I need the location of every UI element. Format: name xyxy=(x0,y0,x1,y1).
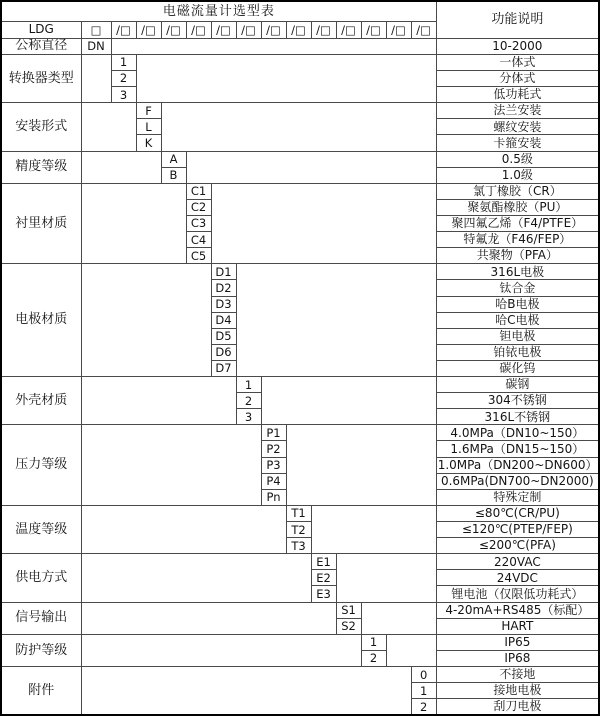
option-code: C4 xyxy=(186,232,211,248)
option-code: A xyxy=(161,151,186,167)
code-box-slot: /□ xyxy=(336,21,361,38)
option-code: D3 xyxy=(211,296,236,312)
option-code: Pn xyxy=(261,489,286,505)
option-code: DN xyxy=(81,38,111,54)
option-description: 304不锈钢 xyxy=(436,393,599,409)
option-code: 1 xyxy=(111,54,136,70)
option-code: 2 xyxy=(236,393,261,409)
option-code: P3 xyxy=(261,457,286,473)
category-installation-type: 安装形式 xyxy=(1,103,81,151)
code-box-slot: /□ xyxy=(411,21,436,38)
option-description: 锂电池（仅限低功耗式） xyxy=(436,586,599,602)
spacer-cell xyxy=(81,602,336,634)
category-lining-material: 衬里材质 xyxy=(1,183,81,264)
option-description: ≤80℃(CR/PU) xyxy=(436,505,599,521)
option-description: 低功耗式 xyxy=(436,87,599,103)
category-pressure-rating: 压力等级 xyxy=(1,425,81,506)
option-code: 3 xyxy=(236,409,261,425)
spacer-cell xyxy=(81,151,161,183)
option-code: D4 xyxy=(211,312,236,328)
option-description: 一体式 xyxy=(436,54,599,70)
spacer-cell xyxy=(81,183,186,264)
option-description: 氯丁橡胶（CR） xyxy=(436,183,599,199)
option-description: 钽电极 xyxy=(436,328,599,344)
category-housing-material: 外壳材质 xyxy=(1,377,81,425)
option-code: D1 xyxy=(211,264,236,280)
spacer-cell xyxy=(136,54,436,102)
option-code: E1 xyxy=(311,554,336,570)
option-description: 特殊定制 xyxy=(436,489,599,505)
option-code: 3 xyxy=(111,87,136,103)
option-description: 共聚物（PFA） xyxy=(436,248,599,264)
option-description: 聚氨酯橡胶（PU） xyxy=(436,199,599,215)
code-box-slot: /□ xyxy=(286,21,311,38)
spacer-cell xyxy=(161,103,436,151)
category-protection-rating: 防护等级 xyxy=(1,634,81,666)
option-code: K xyxy=(136,135,161,151)
code-box-slot: /□ xyxy=(261,21,286,38)
option-description: 碳钢 xyxy=(436,377,599,393)
option-code: D5 xyxy=(211,328,236,344)
option-code: P4 xyxy=(261,473,286,489)
option-code: C5 xyxy=(186,248,211,264)
code-box-slot: /□ xyxy=(311,21,336,38)
option-description: 哈B电极 xyxy=(436,296,599,312)
option-description: 不接地 xyxy=(436,667,599,683)
option-code: 1 xyxy=(236,377,261,393)
spacer-cell xyxy=(81,54,111,102)
option-description: 卡箍安装 xyxy=(436,135,599,151)
option-description: 聚四氟乙烯（F4/PTFE） xyxy=(436,215,599,231)
option-code: 2 xyxy=(361,650,386,666)
option-code: S1 xyxy=(336,602,361,618)
option-description: ≤120℃(PTEP/FEP) xyxy=(436,522,599,538)
code-box-slot: /□ xyxy=(361,21,386,38)
spacer-cell xyxy=(81,377,236,425)
option-description: 0.5级 xyxy=(436,151,599,167)
option-code: C2 xyxy=(186,199,211,215)
option-description: 哈C电极 xyxy=(436,312,599,328)
page-title: 电磁流量计选型表 xyxy=(1,1,436,21)
code-box-slot: /□ xyxy=(136,21,161,38)
option-code: 2 xyxy=(411,699,436,715)
option-description: 螺纹安装 xyxy=(436,119,599,135)
spacer-cell xyxy=(361,602,436,634)
spacer-cell xyxy=(81,264,211,377)
spacer-cell xyxy=(386,634,436,666)
category-electrode-material: 电极材质 xyxy=(1,264,81,377)
spacer-cell xyxy=(186,151,436,183)
category-accuracy-class: 精度等级 xyxy=(1,151,81,183)
code-box-slot: /□ xyxy=(161,21,186,38)
option-code: 1 xyxy=(361,634,386,650)
option-description: 特氟龙（F46/FEP） xyxy=(436,232,599,248)
function-column-header: 功能说明 xyxy=(436,1,599,38)
spacer-cell xyxy=(286,425,436,506)
option-description: 1.6MPa（DN15~150） xyxy=(436,441,599,457)
option-code: P2 xyxy=(261,441,286,457)
option-description: 1.0MPa（DN200~DN600） xyxy=(437,457,598,472)
code-box-slot: /□ xyxy=(386,21,411,38)
option-code: E2 xyxy=(311,570,336,586)
option-description: 接地电极 xyxy=(436,683,599,699)
option-description: IP65 xyxy=(436,634,599,650)
option-code: 2 xyxy=(111,70,136,86)
spacer-cell xyxy=(111,38,436,54)
option-description: 24VDC xyxy=(436,570,599,586)
code-box-first: □ xyxy=(81,21,111,38)
model-prefix: LDG xyxy=(1,21,81,38)
option-description: 0.6MPa(DN700~DN2000) xyxy=(436,473,599,489)
category-signal-output: 信号输出 xyxy=(1,602,81,634)
option-code: L xyxy=(136,119,161,135)
option-code: E3 xyxy=(311,586,336,602)
code-box-slot: /□ xyxy=(211,21,236,38)
spacer-cell xyxy=(81,425,261,506)
spacer-cell xyxy=(211,183,436,264)
category-accessories: 附件 xyxy=(1,667,81,715)
option-description: 10-2000 xyxy=(436,38,599,54)
option-description: 刮刀电极 xyxy=(436,699,599,715)
option-code: C3 xyxy=(186,215,211,231)
option-code: 0 xyxy=(411,667,436,683)
option-description: HART xyxy=(436,618,599,634)
option-code: D2 xyxy=(211,280,236,296)
option-description: IP68 xyxy=(436,650,599,666)
option-code: T1 xyxy=(286,505,311,521)
option-description: 316L电极 xyxy=(436,264,599,280)
spacer-cell xyxy=(81,103,136,151)
spacer-cell xyxy=(81,634,361,666)
option-code: T2 xyxy=(286,522,311,538)
option-code: D6 xyxy=(211,344,236,360)
category-power-supply: 供电方式 xyxy=(1,554,81,602)
option-description: 法兰安装 xyxy=(436,103,599,119)
category-temperature-rating: 温度等级 xyxy=(1,505,81,553)
option-description: 分体式 xyxy=(436,70,599,86)
category-converter-type: 转换器类型 xyxy=(1,54,81,102)
option-description: 220VAC xyxy=(436,554,599,570)
option-code: B xyxy=(161,167,186,183)
spacer-cell xyxy=(81,505,286,553)
option-code: F xyxy=(136,103,161,119)
code-box-slot: /□ xyxy=(111,21,136,38)
spacer-cell xyxy=(261,377,436,425)
option-code: T3 xyxy=(286,538,311,554)
option-description: 碳化钨 xyxy=(436,360,599,376)
option-code: S2 xyxy=(336,618,361,634)
option-description: 316L不锈钢 xyxy=(436,409,599,425)
option-description: 4-20mA+RS485（标配） xyxy=(436,602,599,618)
option-code: D7 xyxy=(211,360,236,376)
spacer-cell xyxy=(81,667,411,715)
spacer-cell xyxy=(81,554,311,602)
option-code: C1 xyxy=(186,183,211,199)
option-code: 1 xyxy=(411,683,436,699)
option-description: 4.0MPa（DN10~150） xyxy=(436,425,599,441)
code-box-slot: /□ xyxy=(186,21,211,38)
code-box-slot: /□ xyxy=(236,21,261,38)
option-description: ≤200℃(PFA) xyxy=(436,538,599,554)
option-description: 1.0级 xyxy=(436,167,599,183)
category-nominal-diameter: 公称直径 xyxy=(1,38,81,54)
spacer-cell xyxy=(311,505,436,553)
spacer-cell xyxy=(236,264,436,377)
spacer-cell xyxy=(336,554,436,602)
option-code: P1 xyxy=(261,425,286,441)
option-description: 铂铱电极 xyxy=(436,344,599,360)
option-description: 钛合金 xyxy=(436,280,599,296)
